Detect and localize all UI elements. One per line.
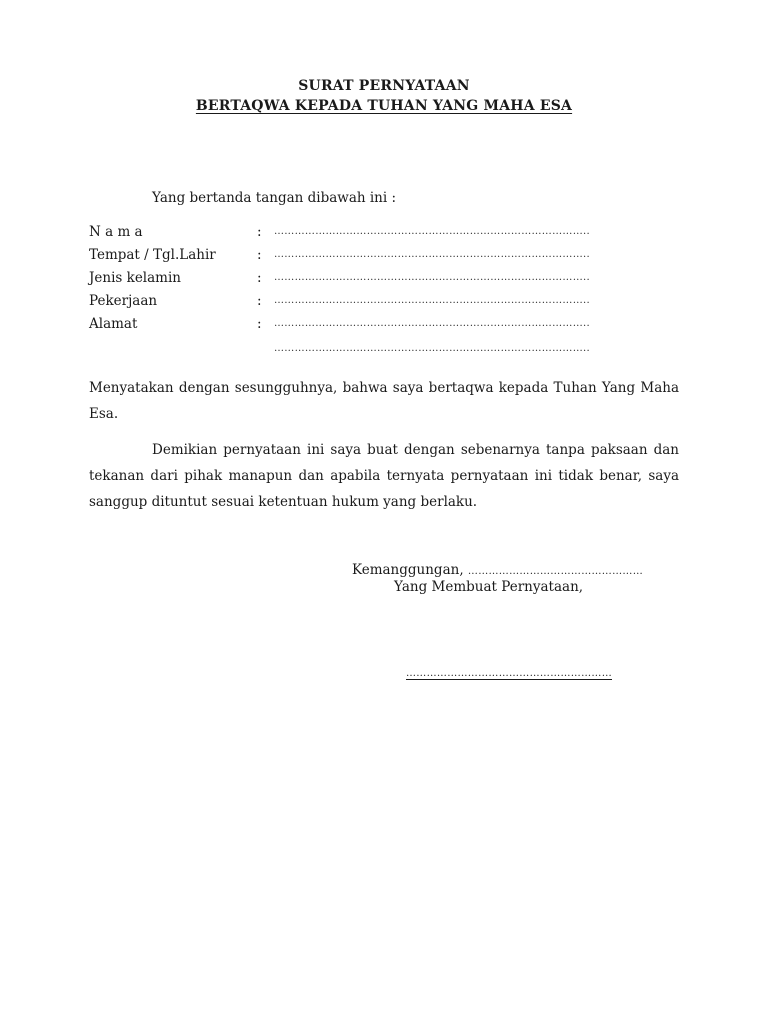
field-row-ttl <box>89 247 679 269</box>
field-blank-alamat: ……………………………………………………………………………….. <box>274 318 590 329</box>
field-blank-jenis-kelamin: ……………………………………………………………………………….. <box>274 272 590 283</box>
closing-paragraph: Demikian pernyataan ini saya buat dengan sebenarnya tanpa paksaan dan tekanan dari pihak manapun dan apabila ternyata pernyataan ini tidak benar, saya sanggup dituntut sesuai ketentuan hukum yang berlaku. <box>89 442 679 510</box>
field-row-nama <box>89 224 679 246</box>
maker-label: Yang Membuat Pernyataan, <box>394 579 584 595</box>
field-row-alamat <box>89 316 679 338</box>
field-colon: : <box>257 293 262 309</box>
field-blank-alamat-line2: ……………………………………………………………………………….. <box>274 343 590 354</box>
field-blank-pekerjaan: ……………………………………………………………………………….. <box>274 295 590 306</box>
field-label-jenis-kelamin: Jenis kelamin <box>89 270 181 286</box>
intro-text: Yang bertanda tangan dibawah ini : <box>152 190 397 206</box>
place-label: Kemanggungan, <box>352 562 464 578</box>
field-label-alamat: Alamat <box>89 316 138 332</box>
document-subtitle: BERTAQWA KEPADA TUHAN YANG MAHA ESA <box>195 98 573 114</box>
field-row-pekerjaan <box>89 293 679 315</box>
field-row-jenis-kelamin <box>89 270 679 292</box>
field-colon: : <box>257 224 262 240</box>
field-blank-nama: ……………………………………………………………………………….. <box>274 226 590 237</box>
place-date-line <box>352 562 643 578</box>
document-title: SURAT PERNYATAAN <box>298 78 470 94</box>
field-colon: : <box>257 270 262 286</box>
field-label-pekerjaan: Pekerjaan <box>89 293 158 309</box>
field-blank-ttl: ……………………………………………………………………………….. <box>274 249 590 260</box>
field-colon: : <box>257 316 262 332</box>
field-row-alamat-continued <box>89 341 679 363</box>
field-label-ttl: Tempat / Tgl.Lahir <box>89 247 216 263</box>
signature-line: …………………………………………………… <box>406 668 612 679</box>
statement-paragraph: Menyatakan dengan sesungguhnya, bahwa saya bertaqwa kepada Tuhan Yang Maha Esa. <box>89 380 679 422</box>
field-label-nama: N a m a <box>89 224 143 240</box>
date-blank: …………………………………………… <box>467 566 644 577</box>
field-colon: : <box>257 247 262 263</box>
